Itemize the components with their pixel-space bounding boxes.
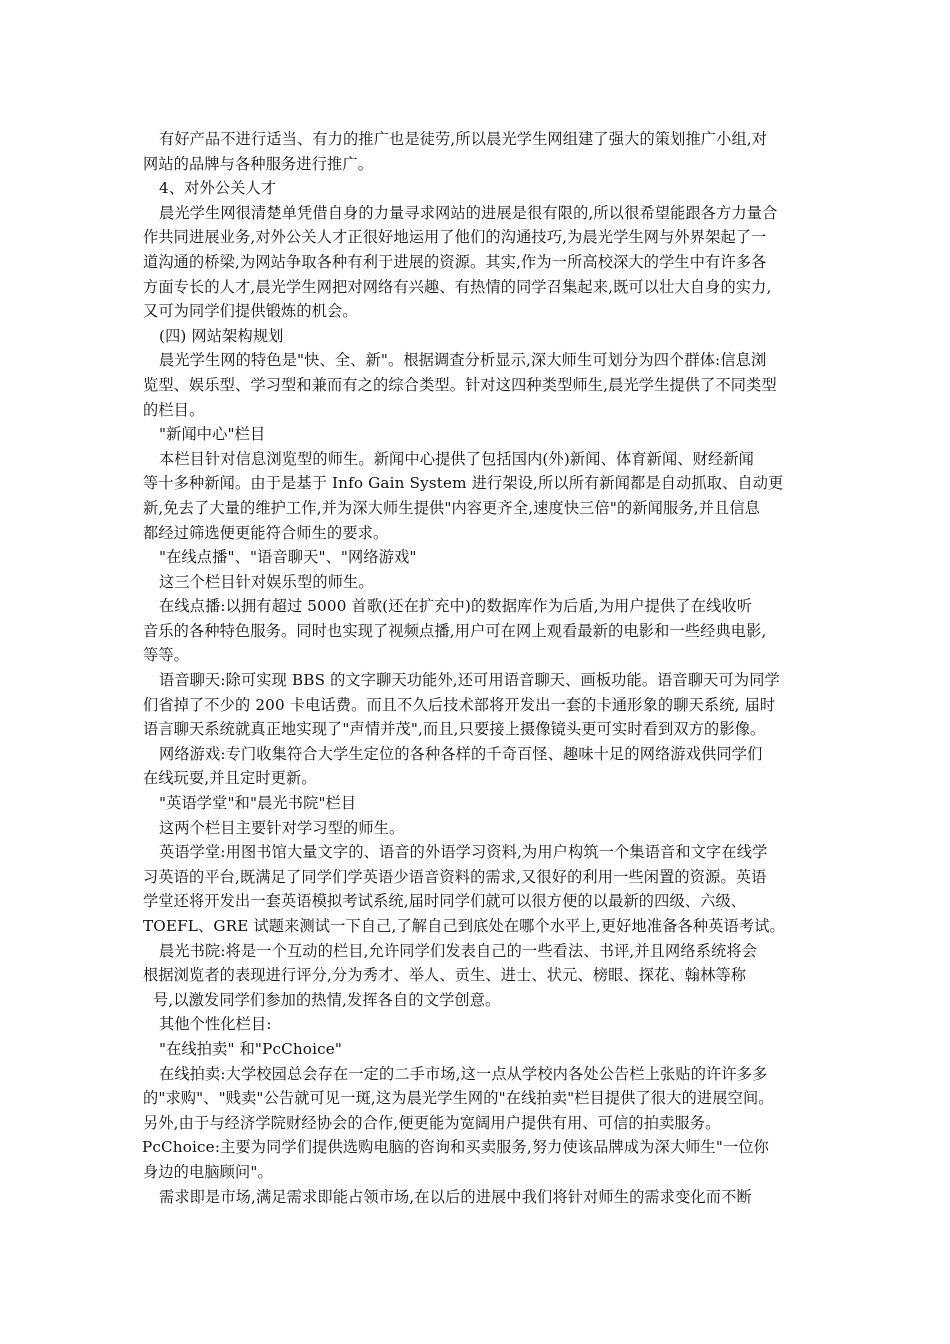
paragraph-line: 学堂还将开发出一套英语模拟考试系统,届时同学们就可以很方便的以最新的四级、六级、 bbox=[143, 892, 747, 911]
paragraph-line: 又可为同学们提供锻炼的机会。 bbox=[143, 302, 358, 321]
column-heading: "新闻中心"栏目 bbox=[159, 425, 266, 444]
paragraph-line: 习英语的平台,既满足了同学们学英语少语音资料的需求,又很好的利用一些闲置的资源。英语 bbox=[143, 867, 767, 886]
paragraph-line: 另外,由于与经济学院财经协会的合作,便更能为宽阔用户提供有用、可信的拍卖服务。 bbox=[143, 1113, 721, 1132]
paragraph-line: TOEFL、GRE 试题来测试一下自己,了解自己到底处在哪个水平上,更好地准备各种英语考试。 bbox=[143, 917, 785, 935]
paragraph-line: 在线拍卖:大学校园总会存在一定的二手市场,这一点从学校内各处公告栏上张贴的许许多多 bbox=[159, 1064, 768, 1083]
paragraph-line: 作共同进展业务,对外公关人才正很好地运用了他们的沟通技巧,为晨光学生网与外界架起了一 bbox=[143, 228, 767, 247]
paragraph-line: 需求即是市场,满足需求即能占领市场,在以后的进展中我们将针对师生的需求变化而不断 bbox=[159, 1187, 752, 1206]
paragraph-line: 网络游戏:专门收集符合大学生定位的各种各样的千奇百怪、趣味十足的网络游戏供同学们 bbox=[159, 744, 763, 763]
paragraph-line: 在线点播:以拥有超过 5000 首歌(还在扩充中)的数据库作为后盾,为用户提供了在线收听 bbox=[159, 597, 753, 616]
paragraph-line: 有好产品不进行适当、有力的推广也是徒劳,所以晨光学生网组建了强大的策划推广小组,对 bbox=[159, 130, 768, 148]
paragraph-line: 这三个栏目针对娱乐型的师生。 bbox=[159, 572, 374, 591]
paragraph-line: 览型、娱乐型、学习型和兼而有之的综合类型。针对这四种类型师生,晨光学生提供了不同类型 bbox=[143, 375, 777, 394]
paragraph-line: 这两个栏目主要针对学习型的师生。 bbox=[159, 818, 405, 837]
paragraph-line: 等等。 bbox=[143, 646, 190, 665]
paragraph-line: 的"求购"、"贱卖"公告就可见一斑,这为晨光学生网的"在线拍卖"栏目提供了很大的进展空间。 bbox=[143, 1089, 774, 1108]
paragraph-line: 晨光学生网的特色是"快、全、新"。根据调查分析显示,深大师生可划分为四个群体:信息浏 bbox=[159, 351, 767, 370]
column-heading: "在线点播"、"语音聊天"、"网络游戏" bbox=[159, 548, 417, 567]
paragraph-line: 等十多种新闻。由于是基于 Info Gain System 进行架设,所以所有新闻都是自动抓取、自动更 bbox=[143, 474, 784, 493]
section-heading: 4、对外公关人才 bbox=[159, 179, 277, 198]
column-heading: 其他个性化栏目: bbox=[159, 1015, 272, 1034]
paragraph-line: 音乐的各种特色服务。同时也实现了视频点播,用户可在网上观看最新的电影和一些经典电影, bbox=[143, 621, 767, 640]
column-heading: "在线拍卖" 和"PcChoice" bbox=[159, 1039, 343, 1058]
paragraph-line: 晨光书院:将是一个互动的栏目,允许同学们发表自己的一些看法、书评,并且网络系统将会 bbox=[159, 941, 758, 960]
paragraph-line: 在线玩耍,并且定时更新。 bbox=[143, 769, 317, 788]
paragraph-line: 都经过筛选便更能符合师生的要求。 bbox=[143, 523, 389, 542]
paragraph-line: PcChoice:主要为同学们提供选购电脑的咨询和买卖服务,努力使该品牌成为深大师生"一位你 bbox=[142, 1138, 770, 1157]
paragraph-line: 晨光学生网很清楚单凭借自身的力量寻求网站的进展是很有限的,所以很希望能跟各方力量合 bbox=[159, 203, 778, 222]
paragraph-line: 们省掉了不少的 200 卡电话费。而且不久后技术部将开发出一套的卡通形象的聊天系统, 届时 bbox=[143, 695, 776, 714]
column-heading: "英语学堂"和"晨光书院"栏目 bbox=[159, 794, 357, 813]
paragraph-line: 根据浏览者的表现进行评分,分为秀才、举人、贡生、进士、状元、榜眼、探花、翰林等称 bbox=[143, 966, 747, 985]
paragraph-line: 网站的品牌与各种服务进行推广。 bbox=[143, 154, 374, 173]
paragraph-line: 号,以激发同学们参加的热情,发挥各自的文学创意。 bbox=[153, 990, 501, 1009]
section-heading: (四) 网站架构规划 bbox=[159, 326, 284, 345]
document-body bbox=[143, 127, 813, 1209]
paragraph-line: 方面专长的人才,晨光学生网把对网络有兴趣、有热情的同学召集起来,既可以壮大自身的实力, bbox=[143, 277, 772, 296]
paragraph-line: 新,免去了大量的维护工作,并为深大师生提供"内容更齐全,速度快三倍"的新闻服务,并且信息 bbox=[143, 498, 761, 517]
paragraph-line: 语音聊天:除可实现 BBS 的文字聊天功能外,还可用语音聊天、画板功能。语音聊天可为同学 bbox=[159, 671, 780, 690]
paragraph-line: 英语学堂:用图书馆大量文字的、语音的外语学习资料,为用户构筑一个集语音和文字在线学 bbox=[159, 843, 768, 862]
paragraph-line: 的栏目。 bbox=[143, 400, 205, 419]
paragraph-line: 道沟通的桥梁,为网站争取各种有利于进展的资源。其实,作为一所高校深大的学生中有许多各 bbox=[143, 252, 767, 271]
paragraph-line: 本栏目针对信息浏览型的师生。新闻中心提供了包括国内(外)新闻、体育新闻、财经新闻 bbox=[159, 449, 754, 468]
paragraph-line: 身边的电脑顾问"。 bbox=[143, 1162, 273, 1181]
paragraph-line: 语言聊天系统就真正地实现了"声情并茂",而且,只要接上摄像镜头更可实时看到双方的影像。 bbox=[143, 720, 766, 739]
